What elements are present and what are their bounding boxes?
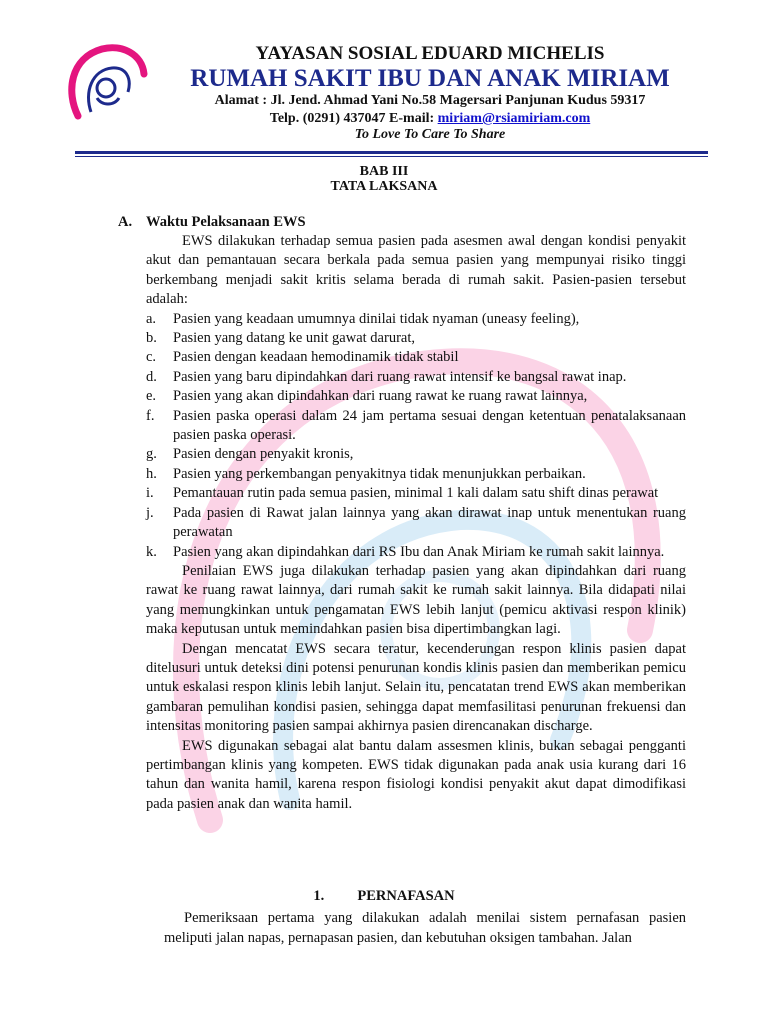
list-item <box>146 465 686 484</box>
body-paragraph: Penilaian EWS juga dilakukan terhadap pasien yang akan dipindahkan dari ruang rawat ke ruang rawat lainnya, dari rumah sakit ke rumah sakit lainnya. Bila didapati nilai yang memungkinkan untuk pengamatan EWS lebih lanjut (pemicu aktivasi respon klinik) maka keputusan untuk memindahkan pasien bisa dipertimbangkan lagi. <box>146 562 686 638</box>
body-paragraph: Dengan mencatat EWS secara teratur, kecenderungan respon klinis pasien dapat ditelusuri untuk deteksi dini potensi penurunan kondis klinis pasien dan memberikan pemicu untuk eskalasi respon klinis lebih lanjut. Selain itu, pencatatan trend EWS akan memberikan gambaran pemulihan kondisi pasien, sehingga dapat memfasilitasi penurunan frekuensi dan intensitas monitoring pasien sampai akhirnya pasien direncanakan discharge. <box>146 640 686 735</box>
list-item-text: Pasien paska operasi dalam 24 jam pertama sesuai dengan ketentuan penatalaksanaan pasien paska operasi. <box>173 407 686 444</box>
hospital-name: RUMAH SAKIT IBU DAN ANAK MIRIAM <box>190 65 670 92</box>
chapter-number: BAB III <box>359 164 409 179</box>
list-item <box>146 387 686 406</box>
hospital-motto: To Love To Care To Share <box>354 127 506 142</box>
section-body <box>146 232 686 814</box>
chapter-title: TATA LAKSANA <box>330 179 438 194</box>
contact-line <box>150 112 710 126</box>
list-marker: c. <box>146 349 157 366</box>
list-item-text: Pasien dengan penyakit kronis, <box>173 446 354 463</box>
list-item-text: Pasien yang perkembangan penyakitnya tidak menunjukkan perbaikan. <box>173 465 586 482</box>
list-item <box>146 329 686 348</box>
list-marker: f. <box>146 407 155 424</box>
list-marker: d. <box>146 368 157 385</box>
subsection-paragraph: Pemeriksaan pertama yang dilakukan adalah menilai sistem pernafasan pasien meliputi jalan napas, pernapasan pasien, dan kebutuhan oksigen tambahan. Jalan <box>164 910 686 946</box>
email-link[interactable]: miriam@rsiamiriam.com <box>437 111 591 126</box>
list-item <box>146 348 686 367</box>
list-marker: g. <box>146 446 157 463</box>
hospital-logo-icon <box>64 40 148 124</box>
list-item-text: Pasien yang baru dipindahkan dari ruang rawat intensif ke bangsal rawat inap. <box>173 368 627 385</box>
list-item-text: Pemantauan rutin pada semua pasien, minimal 1 kali dalam satu shift dinas perawat <box>173 485 659 502</box>
list-marker: k. <box>146 543 157 560</box>
list-marker: i. <box>146 485 154 502</box>
list-item <box>146 484 686 503</box>
section-title: Waktu Pelaksanaan EWS <box>146 214 306 230</box>
section-letter: A. <box>118 214 133 230</box>
list-item-text: Pasien yang akan dipindahkan dari RS Ibu dan Anak Miriam ke rumah sakit lainnya. <box>173 543 665 560</box>
list-item <box>146 543 686 562</box>
phone-text: Telp. (0291) 437047 E-mail: <box>269 111 438 126</box>
hospital-address: Alamat : Jl. Jend. Ahmad Yani No.58 Magersari Panjunan Kudus 59317 <box>214 93 646 108</box>
list-marker: j. <box>146 504 154 521</box>
list-marker: h. <box>146 465 157 482</box>
subsection-heading <box>0 888 768 905</box>
foundation-name: YAYASAN SOSIAL EDUARD MICHELIS <box>255 43 605 64</box>
list-item-text: Pasien yang akan dipindahkan dari ruang rawat ke ruang rawat lainnya, <box>173 388 588 405</box>
header-divider <box>75 151 708 154</box>
list-item-text: Pada pasien di Rawat jalan lainnya yang akan dirawat inap untuk menentukan ruang perawatan <box>173 504 686 541</box>
patient-criteria-list <box>146 310 686 562</box>
body-paragraph: EWS digunakan sebagai alat bantu dalam assesmen klinis, bukan sebagai pengganti pertimbangan klinis yang kompeten. EWS tidak digunakan pada anak usia kurang dari 16 tahun dan wanita hamil, karena respon fisiologi kondisi penyakit akut dapat dimodifikasi pada pasien anak dan wanita hamil. <box>146 737 686 812</box>
section-heading <box>118 214 306 231</box>
list-marker: b. <box>146 330 157 347</box>
list-item-text: Pasien yang datang ke unit gawat darurat, <box>173 330 415 347</box>
list-item <box>146 407 686 446</box>
list-item-text: Pasien dengan keadaan hemodinamik tidak stabil <box>173 349 459 366</box>
list-item-text: Pasien yang keadaan umumnya dinilai tidak nyaman (uneasy feeling), <box>173 310 580 327</box>
list-marker: a. <box>146 310 157 327</box>
subsection-title: PERNAFASAN <box>357 888 455 904</box>
list-item <box>146 445 686 464</box>
subsection-number: 1. <box>313 888 325 904</box>
subsection-body <box>164 908 686 948</box>
list-item <box>146 368 686 387</box>
list-marker: e. <box>146 388 157 405</box>
intro-paragraph: EWS dilakukan terhadap semua pasien pada asesmen awal dengan kondisi penyakit akut dan pemantauan secara berkala pada semua pasien yang mempunyai risiko tinggi berkembang menjadi sakit kritis selama berada di rumah sakit. Pasien-pasien tersebut adalah: <box>146 233 686 308</box>
list-item <box>146 310 686 329</box>
list-item <box>146 504 686 543</box>
header-divider-thin <box>75 156 708 157</box>
